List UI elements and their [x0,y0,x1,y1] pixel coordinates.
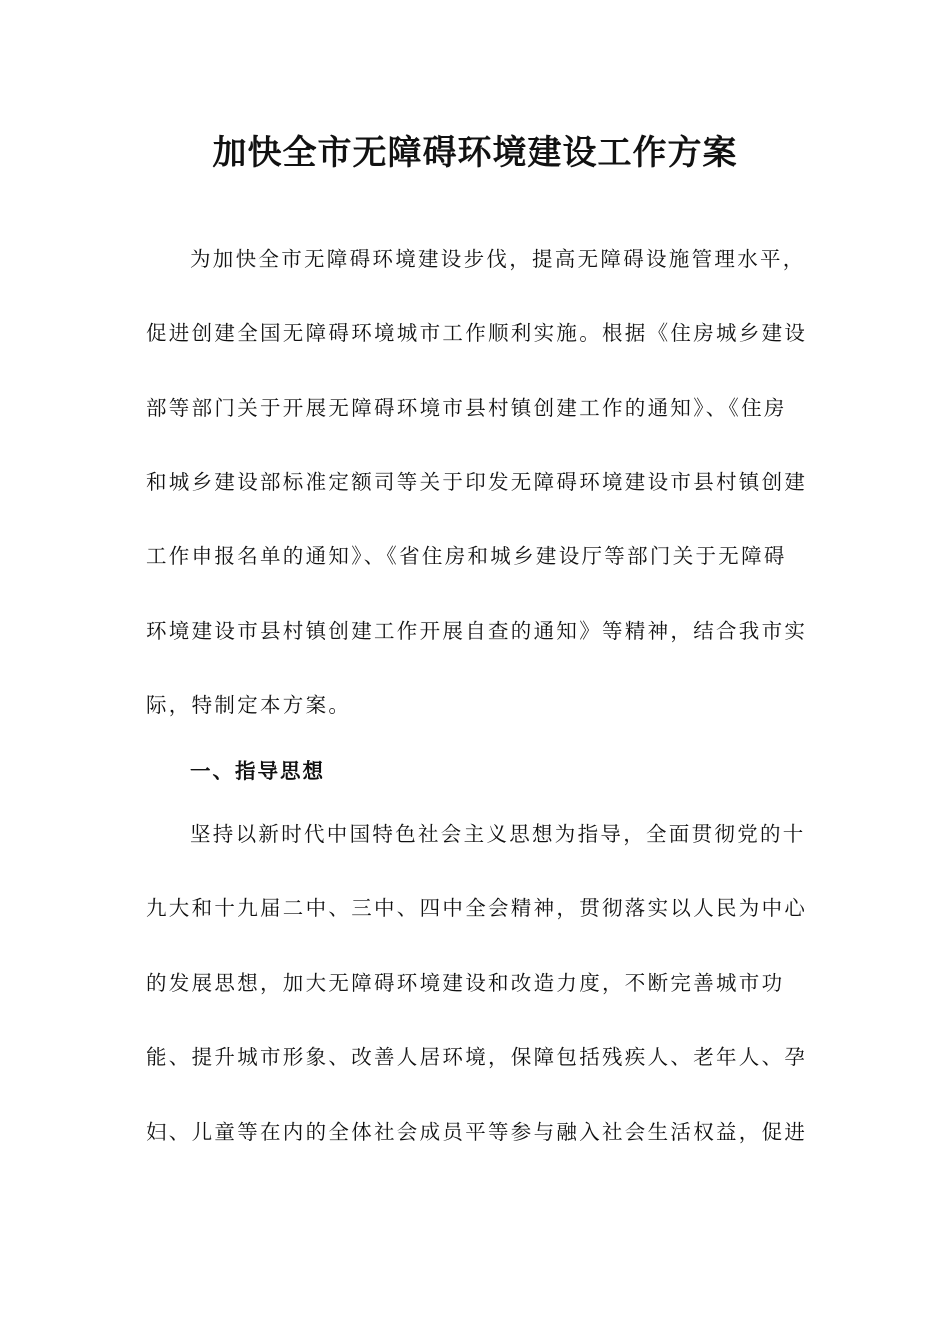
document-title: 加快全市无障碍环境建设工作方案 [212,133,738,173]
section1-line-2: 九大和十九届二中、三中、四中全会精神，贯彻落实以人民为中心 [146,896,808,920]
section-heading-guiding-ideology: 一、指导思想 [190,759,325,783]
intro-line-2: 促进创建全国无障碍环境城市工作顺利实施。根据《住房城乡建设 [146,321,808,345]
intro-line-6: 环境建设市县村镇创建工作开展自查的通知》等精神，结合我市实 [146,619,808,643]
intro-line-7: 际，特制定本方案。 [146,693,352,717]
intro-line-3: 部等部门关于开展无障碍环境市县村镇创建工作的通知》、《住房 [146,396,787,420]
section1-line-3: 的发展思想，加大无障碍环境建设和改造力度，不断完善城市功 [146,971,785,995]
section1-line-5: 妇、儿童等在内的全体社会成员平等参与融入社会生活权益，促进 [146,1120,808,1144]
section1-line-4: 能、提升城市形象、改善人居环境，保障包括残疾人、老年人、孕 [146,1045,808,1069]
intro-line-5: 工作申报名单的通知》、《省住房和城乡建设厅等部门关于无障碍 [146,544,787,568]
section1-line-1: 坚持以新时代中国特色社会主义思想为指导，全面贯彻党的十 [190,822,806,846]
intro-line-1: 为加快全市无障碍环境建设步伐，提高无障碍设施管理水平， [190,247,806,271]
intro-line-4: 和城乡建设部标准定额司等关于印发无障碍环境建设市县村镇创建 [146,470,808,494]
